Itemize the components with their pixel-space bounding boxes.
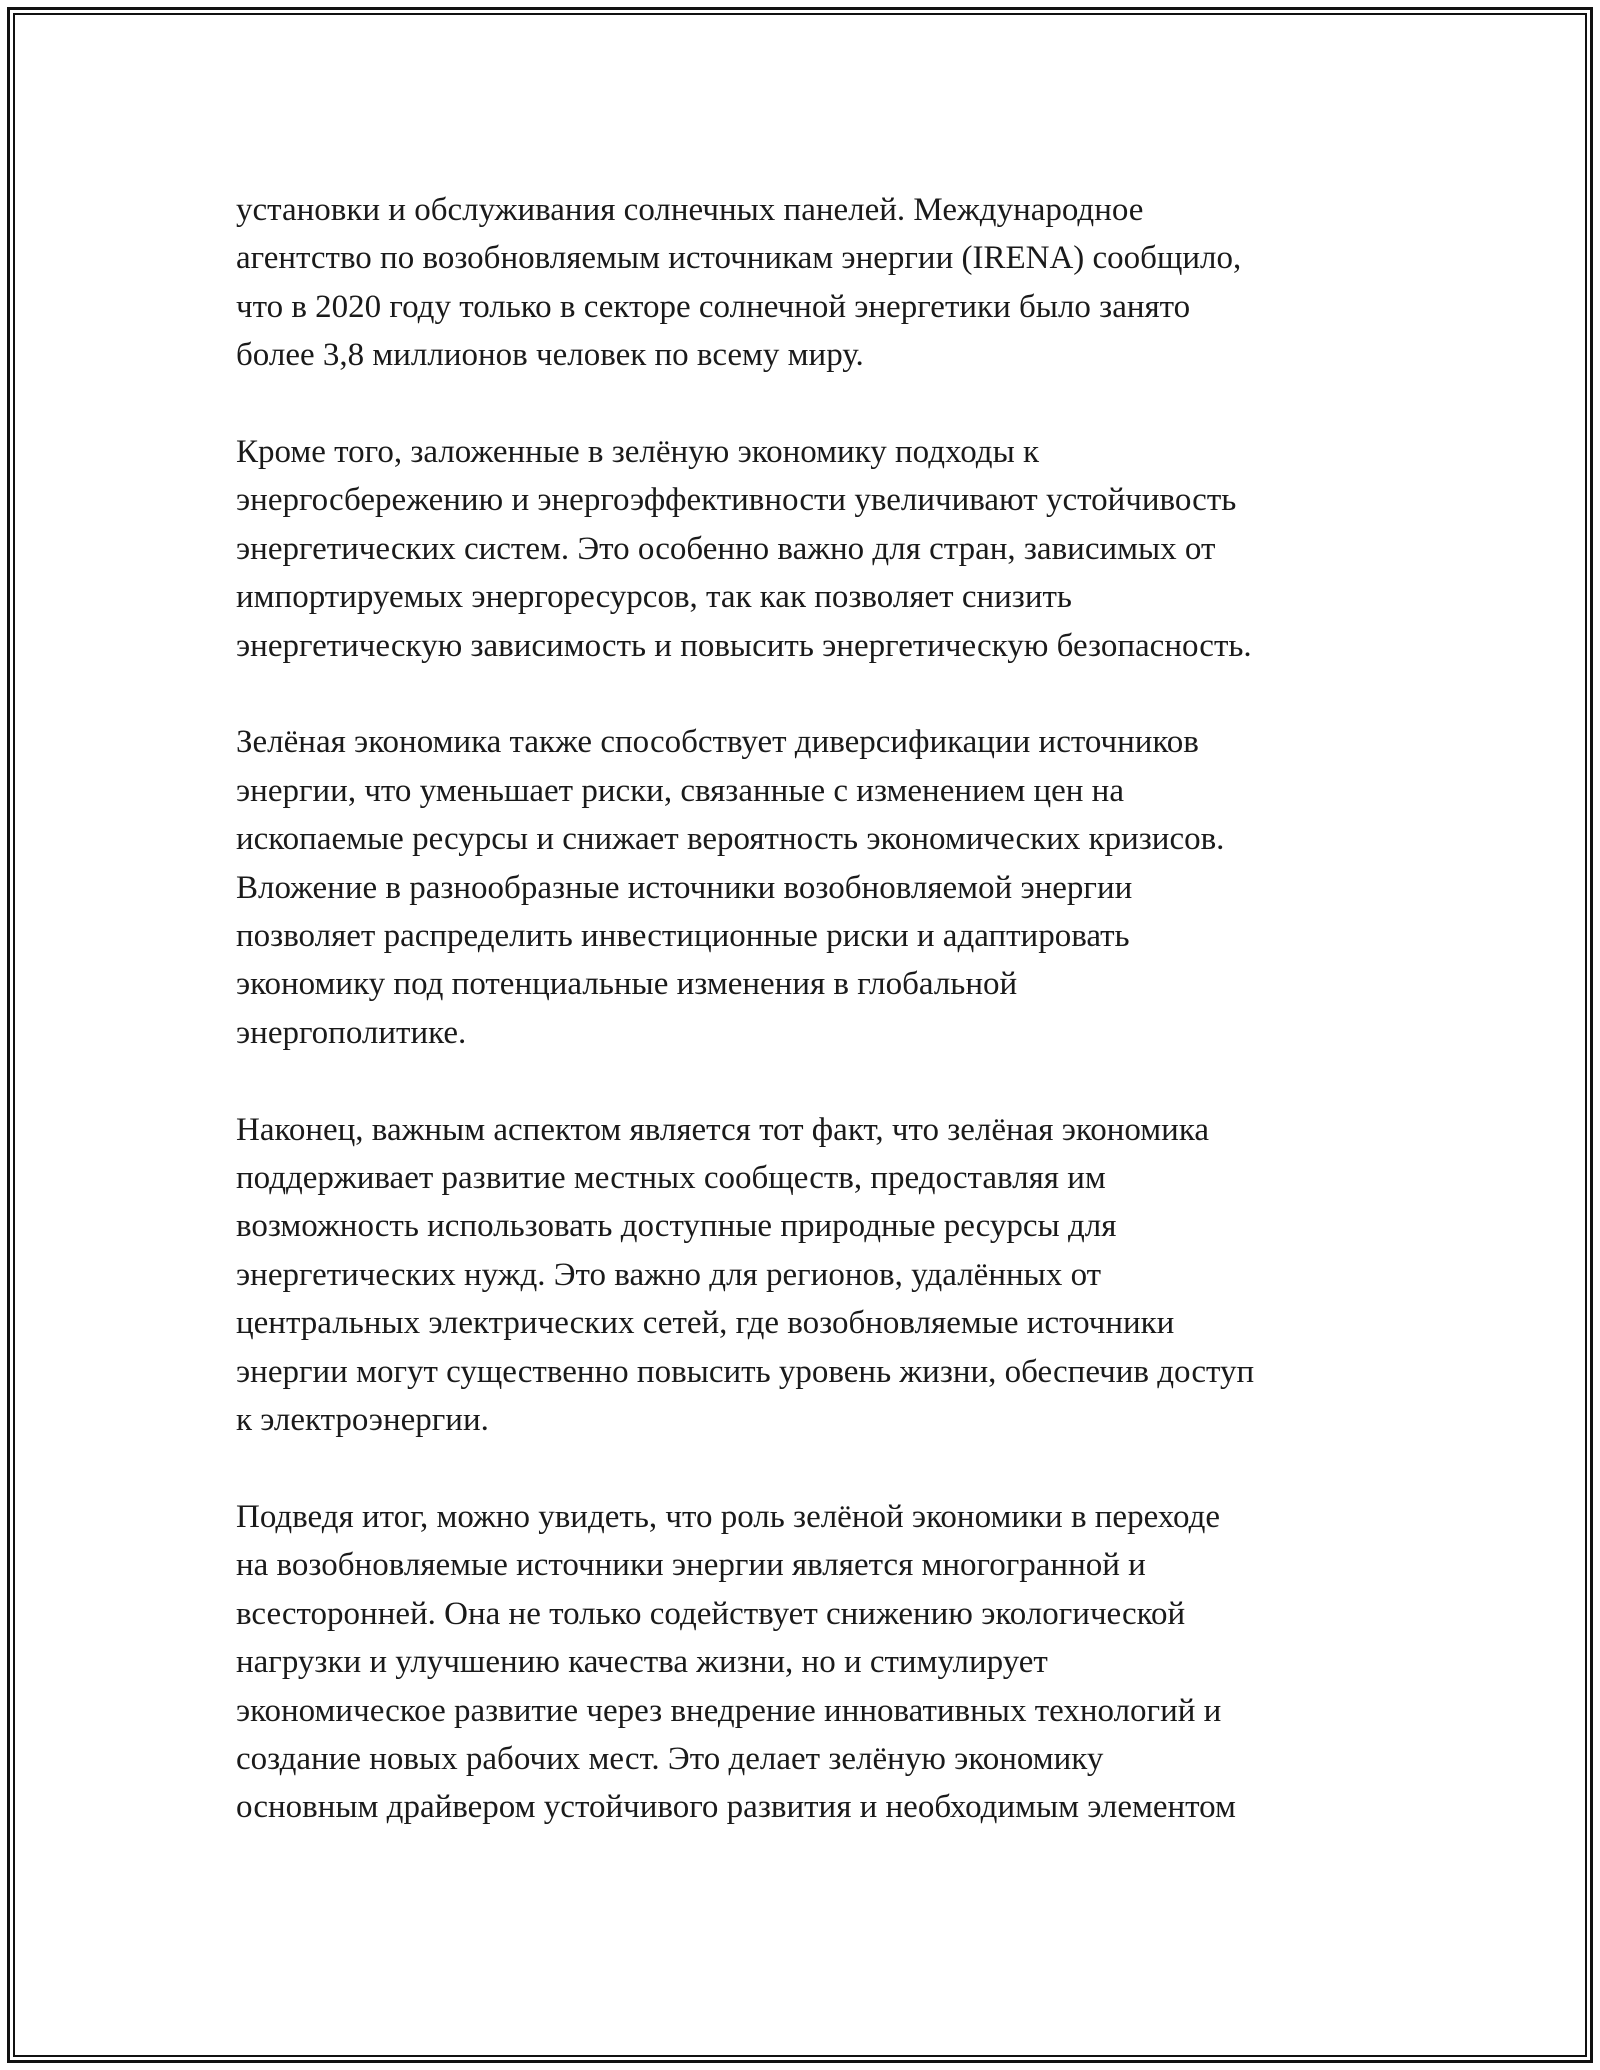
text-line: установки и обслуживания солнечных панелей. Международное [236,192,1144,228]
paragraph-2 [236,428,1396,670]
text-line: позволяет распределить инвестиционные риски и адаптировать [236,918,1130,955]
text-line: центральных электрических сетей, где возобновляемые источники [236,1305,1175,1342]
text-line: Кроме того, заложенные в зелёную экономику подходы к [236,434,1040,471]
text-line: что в 2020 году только в секторе солнечной энергетики было занято [236,288,1191,325]
text-line: создание новых рабочих мест. Это делает зелёную экономику [236,1740,1104,1777]
text-line: на возобновляемые источники энергии является многогранной и [236,1547,1146,1584]
text-line: энергии, что уменьшает риски, связанные с изменением цен на [236,772,1124,809]
paragraph-5 [236,1493,1396,1832]
text-line: к электроэнергии. [236,1402,489,1439]
text-line: Зелёная экономика также способствует диверсификации источников [236,724,1199,761]
text-line: энергополитике. [236,1014,467,1051]
paragraph-4 [236,1106,1396,1445]
text-line: возможность использовать доступные природные ресурсы для [236,1208,1117,1245]
text-line: импортируемых энергоресурсов, так как позволяет снизить [236,579,1072,616]
paragraph-1 [236,186,1396,380]
text-line: основным драйвером устойчивого развития и необходимым элементом [236,1789,1236,1826]
text-line: более 3,8 миллионов человек по всему миру. [236,337,864,374]
text-line: Наконец, важным аспектом является тот факт, что зелёная экономика [236,1111,1210,1148]
text-line: Подведя итог, можно увидеть, что роль зелёной экономики в переходе [236,1498,1221,1535]
text-line: всесторонней. Она не только содействует снижению экологической [236,1595,1186,1632]
text-line: Вложение в разнообразные источники возобновляемой энергии [236,869,1133,906]
text-line: энергосбережению и энергоэффективности увеличивают устойчивость [236,482,1237,519]
text-line: поддерживает развитие местных сообществ, предоставляя им [236,1160,1106,1197]
text-line: агентство по возобновляемым источникам энергии (IRENA) сообщило, [236,240,1242,277]
text-line: энергетическую зависимость и повысить энергетическую безопасность. [236,627,1252,664]
text-line: энергии могут существенно повысить уровень жизни, обеспечив доступ [236,1353,1255,1390]
text-line: ископаемые ресурсы и снижает вероятность экономических кризисов. [236,821,1225,858]
paragraph-3 [236,718,1396,1057]
text-line: экономическое развитие через внедрение инновативных технологий и [236,1692,1222,1729]
document-body [236,186,1396,1880]
text-line: энергетических систем. Это особенно важно для стран, зависимых от [236,530,1216,567]
text-line: экономику под потенциальные изменения в глобальной [236,966,1018,1003]
text-line: нагрузки и улучшению качества жизни, но и стимулирует [236,1644,1048,1681]
text-line: энергетических нужд. Это важно для регионов, удалённых от [236,1256,1102,1293]
